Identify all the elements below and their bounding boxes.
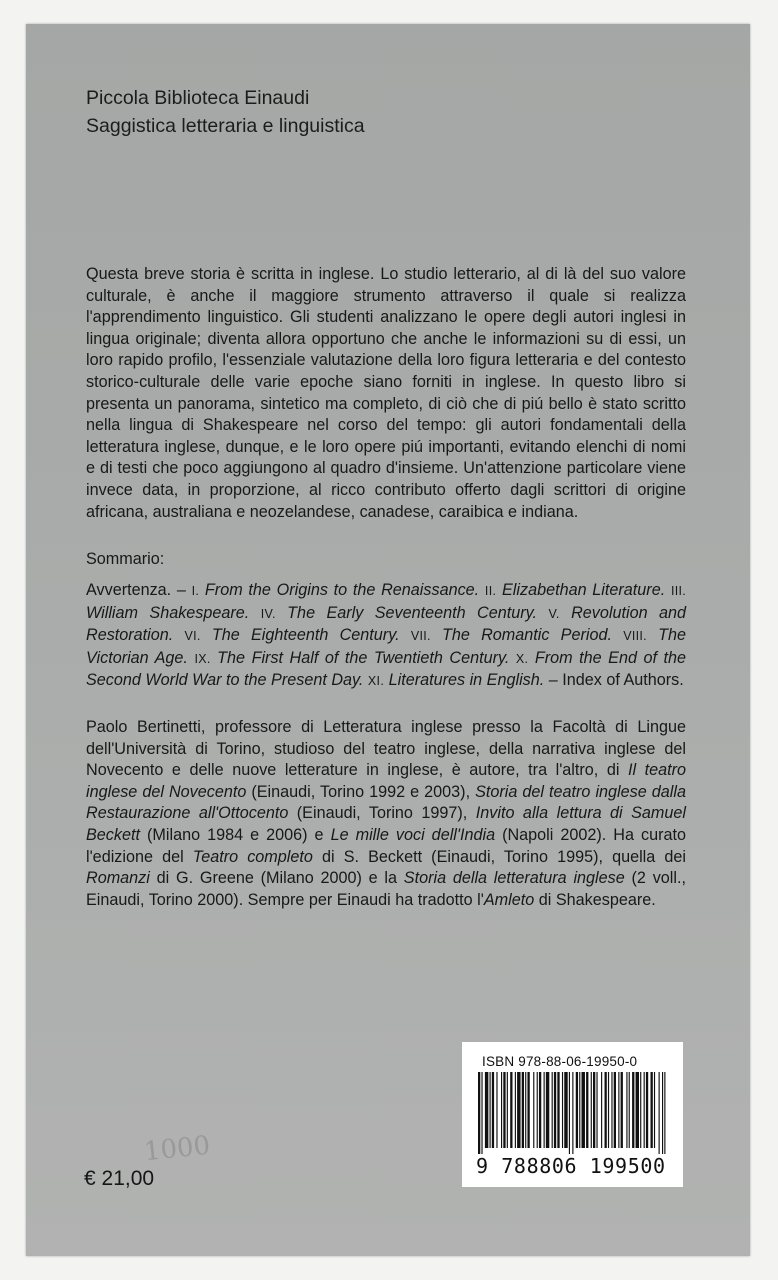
barcode-bar	[632, 1072, 634, 1148]
price-label: € 21,00	[84, 1167, 155, 1190]
barcode-bar	[572, 1072, 573, 1154]
barcode-bar	[614, 1072, 616, 1148]
barcode-bar	[544, 1072, 545, 1148]
barcode-bar	[539, 1072, 541, 1148]
chapter-3: III. William Shakespeare.	[86, 584, 687, 622]
chapter-7: VII. The Romantic Period.	[410, 626, 612, 645]
barcode-bar	[507, 1072, 508, 1148]
isbn-barcode-box	[462, 1042, 683, 1187]
barcode-bar	[591, 1072, 592, 1148]
summary-contents	[86, 580, 686, 693]
series-heading	[86, 84, 365, 140]
barcode-bar	[593, 1072, 595, 1148]
series-subtitle: Saggistica letteraria e linguistica	[86, 115, 365, 137]
barcode-bar	[510, 1072, 512, 1148]
chapter-9: IX. The First Half of the Twentieth Century.	[194, 648, 510, 667]
barcode-bar	[546, 1072, 549, 1148]
barcode-bar	[537, 1072, 538, 1148]
barcode-bar	[618, 1072, 619, 1148]
barcode-bar	[515, 1072, 516, 1148]
chapter-6: VI. The Eighteenth Century.	[184, 626, 400, 645]
barcode-bar	[611, 1072, 612, 1148]
barcode-bar	[662, 1072, 663, 1154]
barcode-bar	[629, 1072, 630, 1148]
barcode-bar	[579, 1072, 580, 1148]
barcode-bar	[478, 1072, 480, 1154]
chapter-11: XI. Literatures in English.	[367, 671, 545, 690]
barcode-bar	[527, 1072, 529, 1148]
barcode-bar	[517, 1072, 520, 1148]
barcode-bar	[644, 1072, 645, 1148]
barcode-bar	[654, 1072, 655, 1148]
chapter-10: X. From the End of the Second World War to the Present Day.	[86, 648, 687, 690]
barcode-bar	[576, 1072, 578, 1148]
barcode-bar	[557, 1072, 559, 1148]
chapter-1: I. From the Origins to the Renaissance.	[191, 581, 480, 599]
barcode-bar	[626, 1072, 627, 1148]
barcode-bar	[562, 1072, 563, 1148]
barcode-bar	[554, 1072, 556, 1148]
summary-heading: Sommario:	[86, 550, 165, 568]
barcode-bar	[664, 1072, 665, 1154]
barcode-bar	[490, 1072, 491, 1148]
blurb-paragraph: Questa breve storia è scritta in inglese. Lo studio letterario, al di là del suo valore culturale, è anche il maggiore strumento attraverso il quale si realizza l'apprendimento linguistico. Gli studenti analizzano le opere degli autori inglesi in lingua originale; diventa allora opportuno che anche le informazioni su di essi, un loro rapido profilo, l'essenziale valutazione della loro figura letteraria e del contesto storico-culturale delle varie epoche siano forniti in inglese. In questo libro si presenta un panorama, sintetico ma completo, di ciò che di piú bello è stato scritto nella lingua di Shakespeare nel corso del tempo: gli autori fondamentali della letteratura inglese, dunque, e le loro opere piú importanti, evitando elenchi di nomi e di testi che poco aggiungono al quadro d'insieme. Un'attenzione particolare viene invece data, in proporzione, al ricco contributo offerto dagli scrittori di origine africana, australiana e neozelandese, canadese, caraibica e indiana.	[86, 265, 686, 521]
pencil-mark: 1000	[142, 1130, 212, 1168]
barcode-bar	[659, 1072, 660, 1154]
barcode-bar	[564, 1072, 567, 1148]
barcode-bar	[522, 1072, 524, 1148]
barcode-digits: 9 788806 199500	[476, 1154, 666, 1178]
chapter-2: II. Elizabethan Literature.	[484, 581, 666, 599]
series-name: Piccola Biblioteca Einaudi	[86, 87, 310, 109]
barcode-bar	[501, 1072, 502, 1148]
barcode-bar	[586, 1072, 588, 1148]
barcode-bar	[582, 1072, 585, 1148]
barcode-bar	[492, 1072, 494, 1148]
barcode-bar	[552, 1072, 553, 1148]
barcode-bar	[596, 1072, 597, 1148]
chapter-4: IV. The Early Seventeenth Century.	[260, 603, 538, 622]
barcode-bar	[485, 1072, 488, 1148]
barcode-bar	[608, 1072, 609, 1148]
barcode-bar	[525, 1072, 526, 1148]
barcode-bar	[569, 1072, 570, 1154]
barcode-bar	[636, 1072, 639, 1148]
barcode-bar	[481, 1072, 482, 1154]
barcode-bar	[503, 1072, 505, 1148]
chapter-5: V. Revolution and Restoration.	[86, 603, 687, 645]
summary-intro: Avvertenza. –	[86, 581, 192, 599]
author-bio: Paolo Bertinetti, professore di Letteratura inglese presso la Facoltà di Lingue dell'Università di Torino, studioso del teatro inglese, della narrativa inglese del Novecento e delle nuove letterature in inglese, è autore, tra l'altro, di Il teatro inglese del Novecento (Einaudi, Torino 1992 e 2003), Storia del teatro inglese dalla Restaurazione all'Ottocento (Einaudi, Torino 1997), Invito alla lettura di Samuel Beckett (Milano 1984 e 2006) e Le mille voci dell'India (Napoli 2002). Ha curato l'edizione del Teatro completo di S. Beckett (Einaudi, Torino 1995), quella dei Romanzi di G. Greene (Milano 2000) e la Storia della letteratura inglese (2 voll., Einaudi, Torino 2000). Sempre per Einaudi ha tradotto l'Amleto di Shakespeare.	[86, 718, 687, 909]
barcode-bar	[533, 1072, 534, 1148]
barcode-bar	[605, 1072, 607, 1148]
isbn-label: ISBN 978-88-06-19950-0	[482, 1054, 638, 1069]
chapter-8: VIII. The Victorian Age.	[86, 626, 687, 667]
barcode-bar	[601, 1072, 602, 1148]
summary-outro: – Index of Authors.	[544, 671, 684, 690]
barcode-bar	[646, 1072, 648, 1148]
book-back-cover	[26, 24, 750, 1256]
barcode-icon	[476, 1072, 669, 1154]
barcode-bar	[621, 1072, 623, 1148]
barcode-bar	[651, 1072, 653, 1148]
barcode-bar	[640, 1072, 641, 1148]
barcode-bar	[496, 1072, 497, 1148]
